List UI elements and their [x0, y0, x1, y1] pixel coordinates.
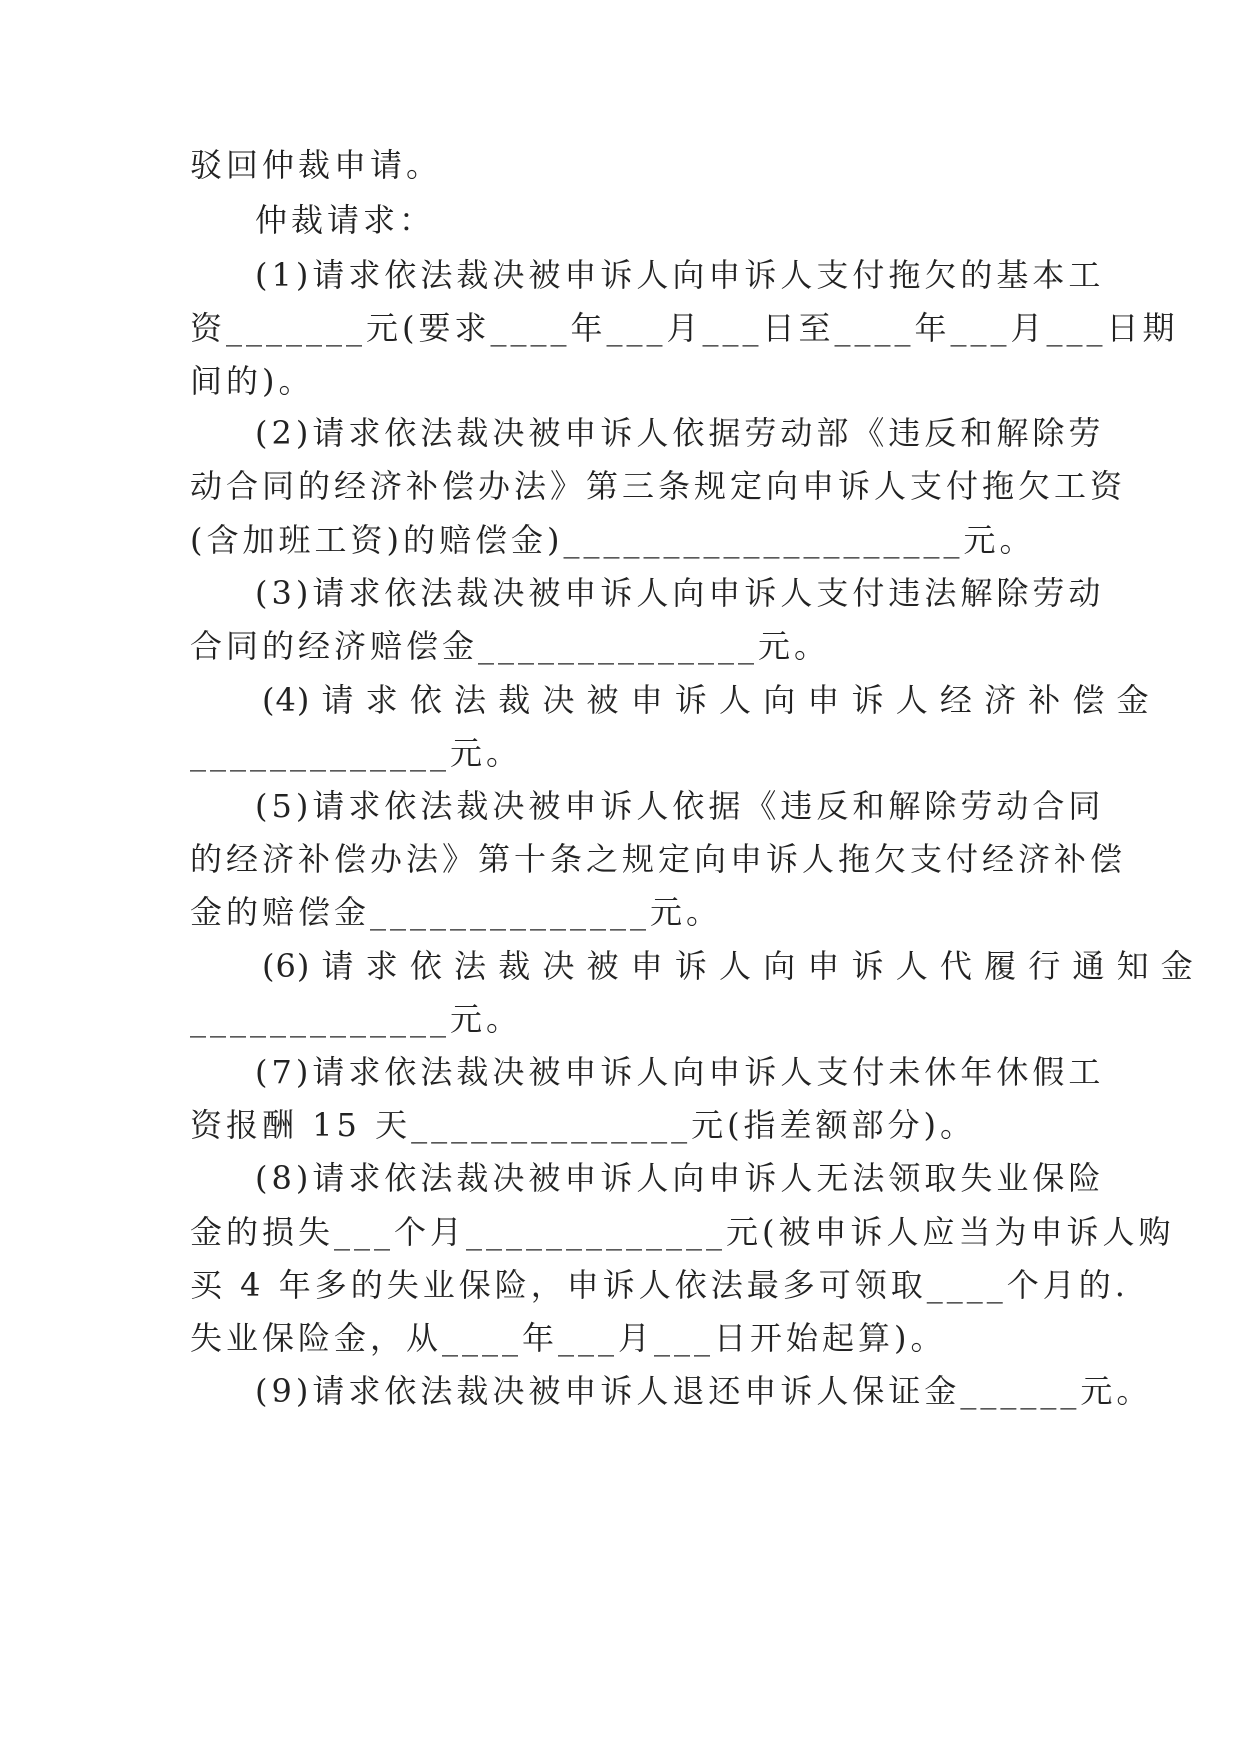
claim-4-line-1: (4) 请 求 依 法 裁 决 被 申 诉 人 向 申 诉 人 经 济 补 偿 金	[262, 681, 1150, 719]
claim-2-line-2: 动合同的经济补偿办法》第三条规定向申诉人支付拖欠工资	[190, 467, 1127, 505]
claim-8-line-2: 金的损失___个月_____________元(被申诉人应当为申诉人购	[190, 1213, 1175, 1251]
claim-1-line-3: 间的)。	[190, 362, 315, 400]
claim-6-line-2: _____________元。	[190, 1000, 523, 1038]
claim-2-line-1: (2)请求依法裁决被申诉人依据劳动部《违反和解除劳	[255, 414, 1105, 452]
claim-5-line-1: (5)请求依法裁决被申诉人依据《违反和解除劳动合同	[255, 787, 1105, 825]
claim-3-line-2: 合同的经济赔偿金______________元。	[190, 627, 831, 665]
claim-7-line-2: 资报酬 15 天______________元(指差额部分)。	[190, 1106, 977, 1144]
claim-8-line-3: 买 4 年多的失业保险，申诉人依法最多可领取____个月的.	[190, 1266, 1129, 1304]
claim-4-line-2: _____________元。	[190, 734, 523, 772]
section-heading: 仲裁请求：	[255, 201, 436, 239]
paragraph-line: 驳回仲裁申请。	[190, 146, 443, 184]
claim-1-line-2: 资_______元(要求____年___月___日至____年___月___日期	[190, 309, 1179, 347]
claim-1-line-1: (1)请求依法裁决被申诉人向申诉人支付拖欠的基本工	[255, 256, 1105, 294]
claim-8-line-1: (8)请求依法裁决被申诉人向申诉人无法领取失业保险	[255, 1159, 1105, 1197]
claim-5-line-2: 的经济补偿办法》第十条之规定向申诉人拖欠支付经济补偿	[190, 840, 1127, 878]
claim-2-line-3: (含加班工资)的赔偿金)____________________元。	[190, 521, 1036, 559]
claim-3-line-1: (3)请求依法裁决被申诉人向申诉人支付违法解除劳动	[255, 574, 1105, 612]
claim-5-line-3: 金的赔偿金______________元。	[190, 893, 723, 931]
claim-7-line-1: (7)请求依法裁决被申诉人向申诉人支付未休年休假工	[255, 1053, 1105, 1091]
claim-9-line-1: (9)请求依法裁决被申诉人退还申诉人保证金______元。	[255, 1372, 1153, 1410]
claim-8-line-4: 失业保险金，从____年___月___日开始起算)。	[190, 1319, 947, 1357]
claim-6-line-1: (6) 请 求 依 法 裁 决 被 申 诉 人 向 申 诉 人 代 履 行 通 知 金	[262, 947, 1194, 985]
